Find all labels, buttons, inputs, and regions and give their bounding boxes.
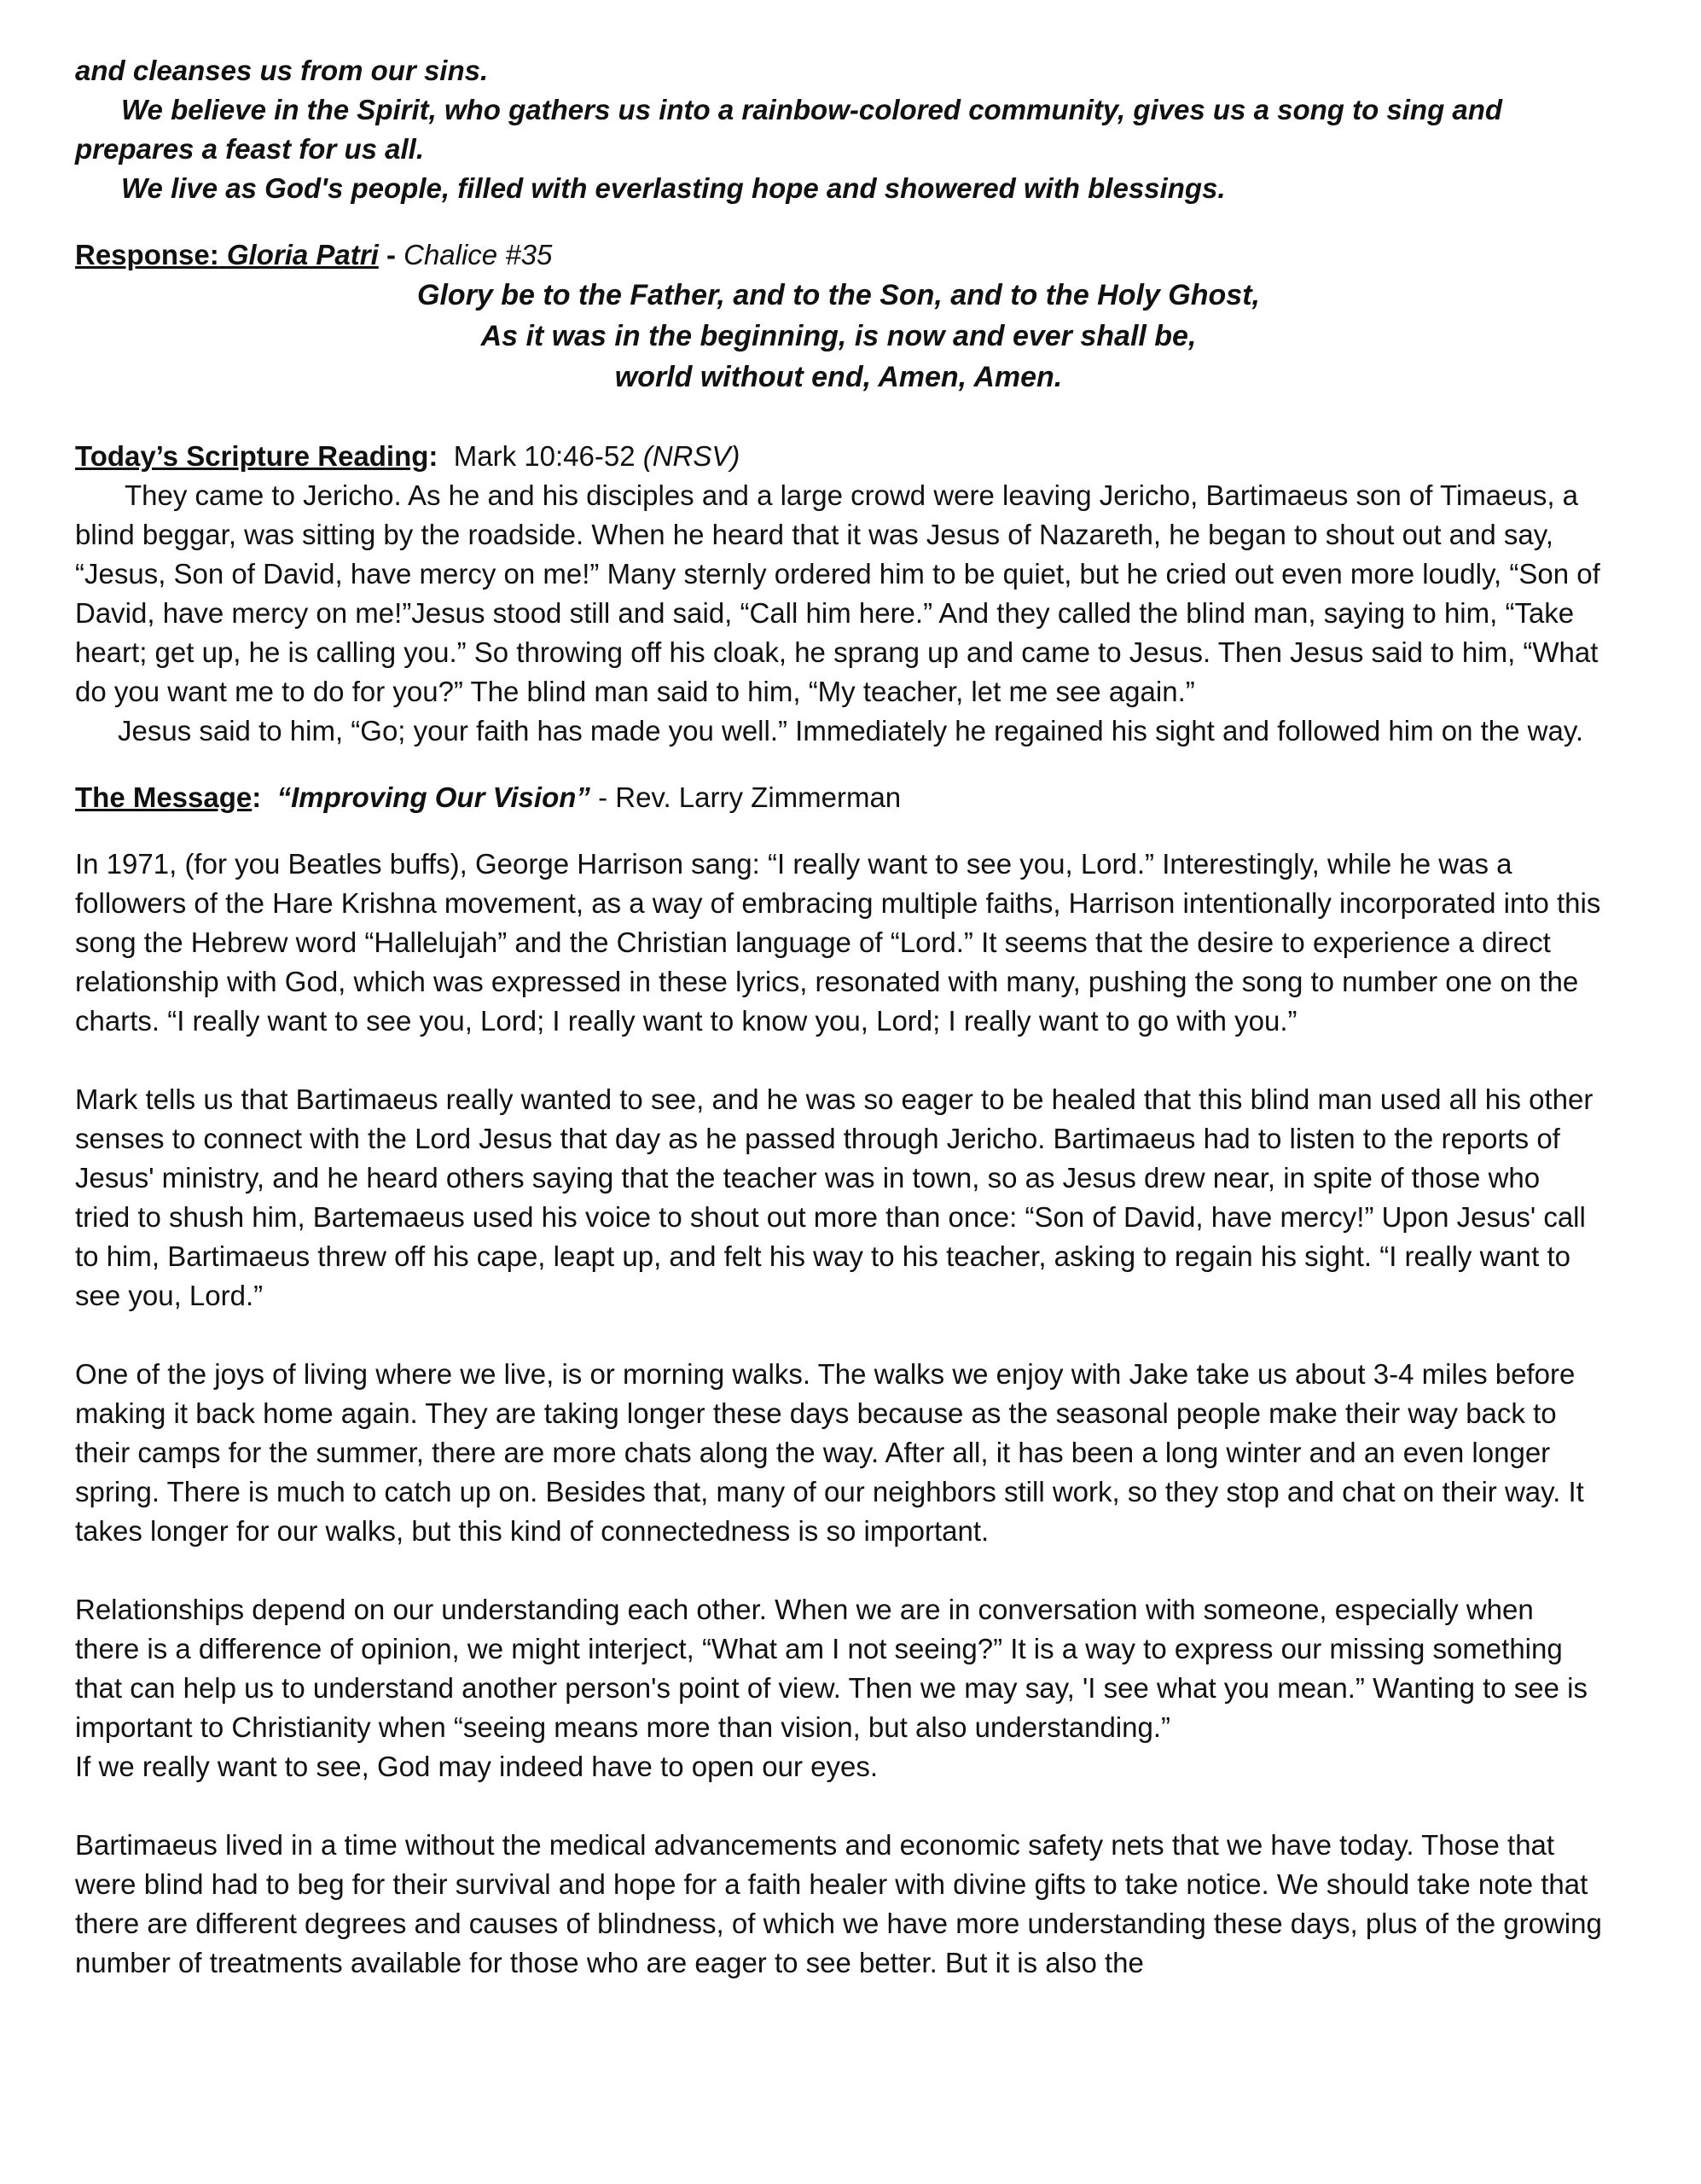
scripture-heading bbox=[75, 437, 1602, 476]
affirmation-of-faith bbox=[75, 51, 1602, 208]
scripture-paragraph: They came to Jericho. As he and his disciples and a large crowd were leaving Jericho, Bartimaeus son of Timaeus, a blind beggar, was sitting by the roadside. When he heard that it was Jesus of Nazareth, he began to shout out and say, “Jesus, Son of David, have mercy on me!” Many sternly ordered him to be quiet, but he cried out even more loudly, “Son of David, have mercy on me!”Jesus stood still and said, “Call him here.” And they called the blind man, saying to him, “Take heart; get up, he is calling you.” So throwing off his cloak, he sprang up and came to Jesus. Then Jesus said to him, “What do you want me to do for you?” The blind man said to him, “My teacher, let me see again.” bbox=[75, 479, 1600, 707]
response-source: Chalice #35 bbox=[403, 239, 553, 270]
response-title: Gloria Patri bbox=[226, 239, 379, 270]
message-body bbox=[75, 845, 1602, 1983]
scripture-paragraph: Jesus said to him, “Go; your faith has made you well.” Immediately he regained his sight and followed him on the way. bbox=[118, 715, 1584, 746]
response-heading bbox=[75, 235, 1602, 275]
message-paragraph: Mark tells us that Bartimaeus really wanted to see, and he was so eager to be healed that this blind man used all his other senses to connect with the Lord Jesus that day as he passed through Jericho. Bartimaeus had to listen to the reports of Jesus' ministry, and he heard others saying that the teacher was in town, so as Jesus drew near, in spite of those who tried to shush him, Bartemaeus used his voice to shout out more than once: “Son of David, have mercy!” Upon Jesus' call to him, Bartimaeus threw off his cape, leapt up, and felt his way to his teacher, asking to regain his sight. “I really want to see you, Lord.” bbox=[75, 1083, 1594, 1311]
message-author: - Rev. Larry Zimmerman bbox=[589, 781, 902, 813]
document-page bbox=[75, 51, 1602, 1983]
creed-line: We believe in the Spirit, who gathers us into a rainbow-colored community, gives us a song to sing and prepares a feast for us all. bbox=[75, 94, 1503, 165]
message-heading bbox=[75, 778, 1602, 817]
message-title: “Improving Our Vision” bbox=[276, 781, 590, 813]
scripture-text bbox=[75, 476, 1602, 751]
message-colon: : bbox=[252, 781, 262, 813]
scripture-translation: (NRSV) bbox=[642, 440, 740, 472]
gloria-patri-lyrics bbox=[75, 275, 1602, 398]
scripture-reference: Mark 10:46-52 bbox=[453, 440, 636, 472]
creed-line: and cleanses us from our sins. bbox=[75, 55, 489, 86]
message-paragraph: Relationships depend on our understanding each other. When we are in conversation with someone, especially when there is a difference of opinion, we might interject, “What am I not seeing?” It is a way to express our missing something that can help us to understand another person's point of view. Then we may say, 'I see what you mean.” Wanting to see is important to Christianity when “seeing means more than vision, but also understanding.” bbox=[75, 1594, 1588, 1743]
message-paragraph: In 1971, (for you Beatles buffs), George Harrison sang: “I really want to see you, Lord.” Interestingly, while he was a followers of the Hare Krishna movement, as a way of embracing multiple faiths, Harrison intentionally incorporated into this song the Hebrew word “Hallelujah” and the Christian language of “Lord.” It seems that the desire to experience a direct relationship with God, which was expressed in these lyrics, resonated with many, pushing the song to number one on the charts. “I really want to see you, Lord; I really want to know you, Lord; I really want to go with you.” bbox=[75, 848, 1601, 1037]
lyric-line: As it was in the beginning, is now and ever shall be, bbox=[480, 320, 1197, 352]
message-paragraph: If we really want to see, God may indeed have to open our eyes. bbox=[75, 1751, 879, 1782]
message-label: The Message bbox=[75, 781, 253, 813]
scripture-colon: : bbox=[428, 440, 438, 472]
creed-line: We live as God's people, filled with everlasting hope and showered with blessings. bbox=[121, 172, 1226, 204]
lyric-line: world without end, Amen, Amen. bbox=[614, 361, 1063, 393]
response-label: Response: bbox=[75, 239, 219, 270]
scripture-label: Today’s Scripture Reading bbox=[75, 440, 429, 472]
lyric-line: Glory be to the Father, and to the Son, and to the Holy Ghost, bbox=[417, 279, 1260, 311]
message-paragraph: One of the joys of living where we live, is or morning walks. The walks we enjoy with Jake take us about 3-4 miles before making it back home again. They are taking longer these days because as the seasonal people make their way back to their camps for the summer, there are more chats along the way. After all, it has been a long winter and an even longer spring. There is much to catch up on. Besides that, many of our neighbors still work, so they stop and chat on their way. It takes longer for our walks, but this kind of connectedness is so important. bbox=[75, 1358, 1584, 1547]
message-paragraph: Bartimaeus lived in a time without the medical advancements and economic safety nets that we have today. Those that were blind had to beg for their survival and hope for a faith healer with divine gifts to take notice. We should take note that there are different degrees and causes of blindness, of which we have more understanding these days, plus of the growing number of treatments available for those who are eager to see better. But it is also the bbox=[75, 1829, 1602, 1978]
response-separator: - bbox=[378, 239, 404, 270]
